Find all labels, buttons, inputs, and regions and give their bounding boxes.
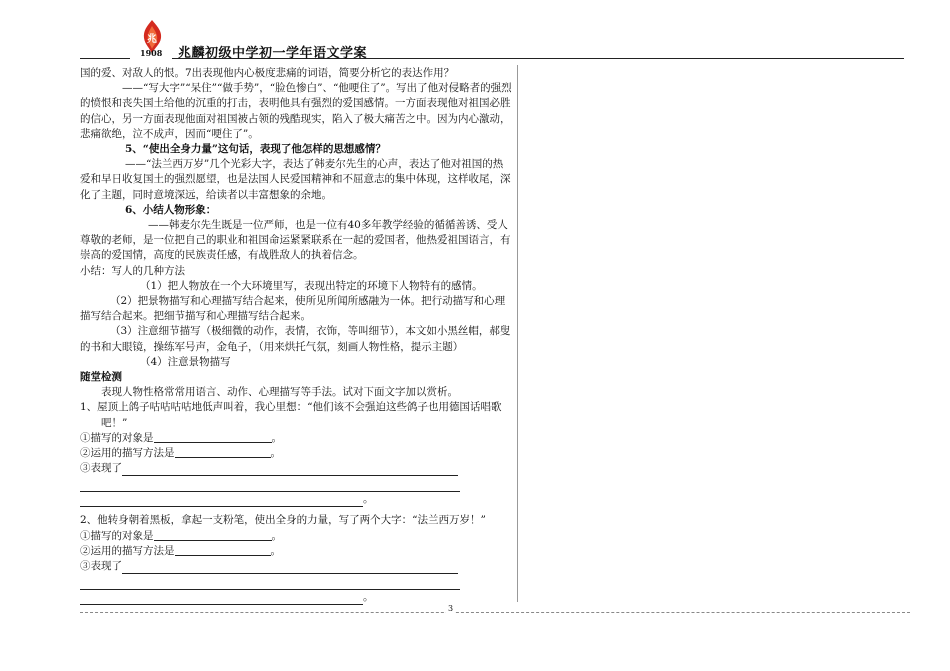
summary-method-3: （3）注意细节描写（极细微的动作，表情，衣饰，等叫细节），本文如小黑丝帽，郝叟的书和大眼镜，操练军号声，金龟子，（用来烘托气氛，刻画人物性格，提示主题）: [80, 325, 511, 353]
quiz-question-2: 2、他转身朝着黑板，拿起一支粉笔，使出全身的力量，写了两个大字：“法兰西万岁！”: [80, 514, 486, 527]
logo-year: 1908: [140, 48, 163, 58]
q1-show-row-3: [80, 492, 512, 507]
summary-method-4: （4）注意景物描写: [140, 355, 231, 368]
q2-method-label: ②运用的描写方法是: [80, 544, 175, 557]
question-6-answer: ——韩麦尔先生既是一位严师，也是一位有40多年教学经验的循循善诱、受人尊敬的老师，是一位把自己的职业和祖国命运紧紧联系在一起的爱国者，他热爱祖国语言，有崇高的爱国情，高度的民族责任感，有战胜敌人的执着信念。: [80, 219, 511, 262]
summary-method-1: （1）把人物放在一个大环境里写，表现出特定的环境下人物特有的感情。: [140, 279, 483, 292]
q1-method-end: 。: [270, 447, 281, 460]
q1-object-blank[interactable]: [154, 431, 272, 443]
q1-show-blank-1[interactable]: [122, 464, 458, 476]
summary-method-2: （2）把景物描写和心理描写结合起来，使所见所闻所感融为一体。把行动描写和心理描写结合起来。把细节描写和心理描写结合起来。: [80, 295, 506, 323]
quiz-question-1: 1、屋顶上鸽子咕咕咕咕地低声叫着，我心里想：“他们该不会强迫这些鸽子也用德国话唱歌吧！”: [80, 401, 502, 429]
q1-show-end: 。: [363, 493, 374, 506]
q2-object-row: [80, 529, 512, 544]
q1-method-row: [80, 446, 512, 461]
header-rule-left: [80, 58, 130, 59]
q2-show-row: [80, 559, 512, 574]
q1-show-row: [80, 461, 512, 476]
question-6-title: 6、小结人物形象：: [125, 203, 217, 216]
quiz-intro: 表现人物性格常常用语言、动作、心理描写等手法。试对下面文字加以赏析。: [101, 386, 458, 399]
worksheet-content: [80, 66, 512, 605]
q1-object-label: ①描写的对象是: [80, 431, 154, 444]
q1-object-end: 。: [271, 431, 282, 444]
q1-method-label: ②运用的描写方法是: [80, 447, 175, 460]
question-5-title: 5、“使出全身力量”这句话，表现了他怎样的思想感情？: [125, 143, 386, 156]
q1-show-blank-3[interactable]: [80, 495, 363, 507]
quiz-title: 随堂检测: [80, 371, 122, 384]
q2-show-blank-1[interactable]: [122, 562, 458, 574]
q2-object-label: ①描写的对象是: [80, 529, 154, 542]
q2-show-blank-3[interactable]: [80, 593, 363, 605]
page-number: 3: [448, 604, 454, 613]
q2-object-end: 。: [271, 529, 282, 542]
school-title: 兆麟初级中学初一学年语文学案: [178, 46, 368, 61]
q1-show-blank-2[interactable]: [80, 477, 460, 492]
q2-object-blank[interactable]: [154, 529, 272, 541]
column-divider: [517, 65, 518, 602]
q2-show-label: ③表现了: [80, 560, 122, 573]
footer-rule: [80, 612, 910, 613]
q2-method-end: 。: [270, 544, 281, 557]
q2-method-blank[interactable]: [175, 544, 271, 556]
logo-text: 兆: [147, 34, 157, 45]
q2-show-blank-2[interactable]: [80, 575, 460, 590]
question-5-answer: ——“法兰西万岁”几个光彩大字，表达了韩麦尔先生的心声，表达了他对祖国的热爱和早日收复国土的强烈愿望，也是法国人民爱国精神和不屈意志的集中体现，这样收尾，深化了主题，同时意境深远，给读者以丰富想象的余地。: [80, 158, 511, 201]
q1-method-blank[interactable]: [175, 446, 271, 458]
analysis-para-1: ——“写大字”“呆住”“做手势”，“脸色惨白”、“他哽住了”。写出了他对侵略者的强烈的愤恨和丧失国土给他的沉重的打击，表明他具有强烈的爱国感情。一方面表现他对祖国必胜的信心，另一方面表现他面对祖国被占领的残酷现实，陷入了极大痛苦之中。因为内心激动，悲痛欲绝，泣不成声，因而“哽住了”。: [80, 82, 512, 140]
q1-show-label: ③表现了: [80, 462, 122, 475]
summary-title: 小结：写人的几种方法: [80, 264, 185, 277]
q2-method-row: [80, 544, 512, 559]
q1-object-row: [80, 431, 512, 446]
analysis-line-1: 国的爱、对敌人的恨。7出表现他内心极度悲痛的词语，简要分析它的表达作用？: [80, 67, 455, 79]
q2-show-end: 。: [363, 591, 374, 604]
